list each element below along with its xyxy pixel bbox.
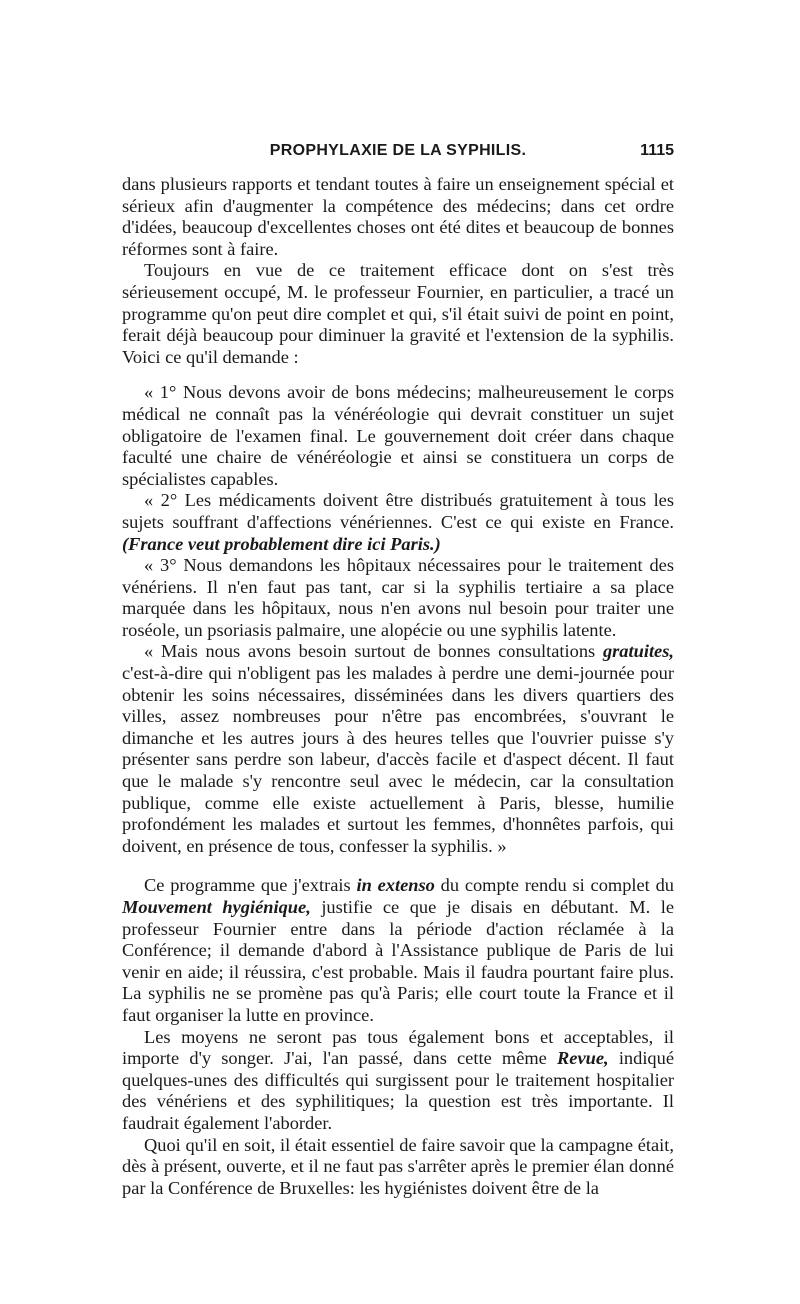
paragraph-3-emphasis-1: in extenso (356, 875, 435, 896)
quote-item-2 (122, 490, 674, 555)
paragraph-4-start: Les moyens ne seront pas tous également bons et acceptables, il importe d'y songer. J'ai, l'an passé, dans cette même (122, 1026, 674, 1069)
document-page (122, 142, 674, 1199)
quote-item-1: « 1° Nous devons avoir de bons médecins; malheureusement le corps médical ne connaît pas la vénéréologie qui devrait constituer un sujet obligatoire de l'examen final. Le gouvernement doit créer dans chaque faculté une chaire de vénéréologie et ainsi se constituera un corps de spécialistes capables. (122, 382, 674, 489)
paragraph-3-emphasis-2: Mouvement hygiénique, (122, 897, 311, 917)
quote-item-4-rest: c'est-à-dire qui n'obligent pas les malades à perdre une demi-journée pour obtenir les soins nécessaires, disséminées dans les divers quartiers des villes, assez nombreuses pour n'être pas encombrées, s'ouvrant le dimanche et les autres jours à des heures telles que l'ouvrier puisse s'y présenter sans perdre son labeur, d'accès facile et d'aspect décent. Il faut que le malade s'y rencontre seul avec le médecin, car la consultation publique, comme elle existe actuellement à Paris, blesse, humilie profondément les malades et surtout les femmes, d'honnêtes parfois, qui doivent, en présence de tous, confesser la syphilis. » (122, 663, 674, 856)
paragraph-3-middle: du compte rendu si complet du (440, 875, 674, 896)
paragraph-4-emphasis: Revue, (557, 1048, 609, 1069)
quote-item-4-emphasis: gratuites, (602, 641, 674, 662)
paragraph-1: dans plusieurs rapports et tendant toutes à faire un enseignement spécial et sérieux afin d'augmenter la compétence des médecins; dans cet ordre d'idées, beaucoup d'excellentes choses ont été dites et beaucoup de bonnes réformes sont à faire. (122, 174, 674, 259)
paragraph-3-start: Ce programme que j'extrais (144, 875, 351, 896)
paragraph-3 (122, 875, 674, 1026)
quote-item-4 (122, 641, 674, 857)
page-header-title: PROPHYLAXIE DE LA SYPHILIS. (269, 142, 527, 159)
running-header (122, 142, 674, 168)
quote-item-2-note: (France veut probablement dire ici Paris.) (122, 533, 441, 554)
quote-item-4-start: « Mais nous avons besoin surtout de bonnes consultations (144, 641, 596, 662)
paragraph-4 (122, 1027, 674, 1135)
paragraph-5: Quoi qu'il en soit, il était essentiel de faire savoir que la campagne était, dès à présent, ouverte, et il ne faut pas s'arrêter après le premier élan donné par la Conférence de Bruxelles: les hygiénistes doivent être de la (122, 1134, 674, 1198)
paragraph-3-rest: justifie ce que je disais en débutant. M. le professeur Fournier entre dans la période d'action réclamée à la Conférence; il demande d'abord à l'Assistance publique de Paris de lui venir en aide; il réussira, c'est probable. Mais il faudra pourtant faire plus. La syphilis ne se promène pas qu'à Paris; elle court toute la France et il faut organiser la lutte en province. (122, 897, 674, 1025)
quote-item-2-text: « 2° Les médicaments doivent être distribués gratuitement à tous les sujets souffrant d'affections vénériennes. C'est ce qui existe en France. (122, 490, 674, 532)
quote-item-3: « 3° Nous demandons les hôpitaux nécessaires pour le traitement des vénériens. Il n'en faut pas tant, car si la syphilis tertiaire a sa place marquée dans les hôpitaux, nous n'en avons nul besoin pour traiter une roséole, un psoriasis palmaire, une alopécie ou une syphilis latente. (122, 555, 674, 640)
paragraph-4-rest: indiqué quelques-unes des difficultés qui surgissent pour le traitement hospitalier des vénériens et des syphilitiques; la question est très importante. Il faudrait également l'aborder. (122, 1048, 674, 1133)
paragraph-2: Toujours en vue de ce traitement efficace dont on s'est très sérieusement occupé, M. le professeur Fournier, en particulier, a tracé un programme qu'on peut dire complet et qui, s'il était suivi de point en point, ferait déjà beaucoup pour diminuer la gravité et l'extension de la syphilis. Voici ce qu'il demande : (122, 260, 674, 367)
page-number: 1115 (640, 142, 674, 159)
